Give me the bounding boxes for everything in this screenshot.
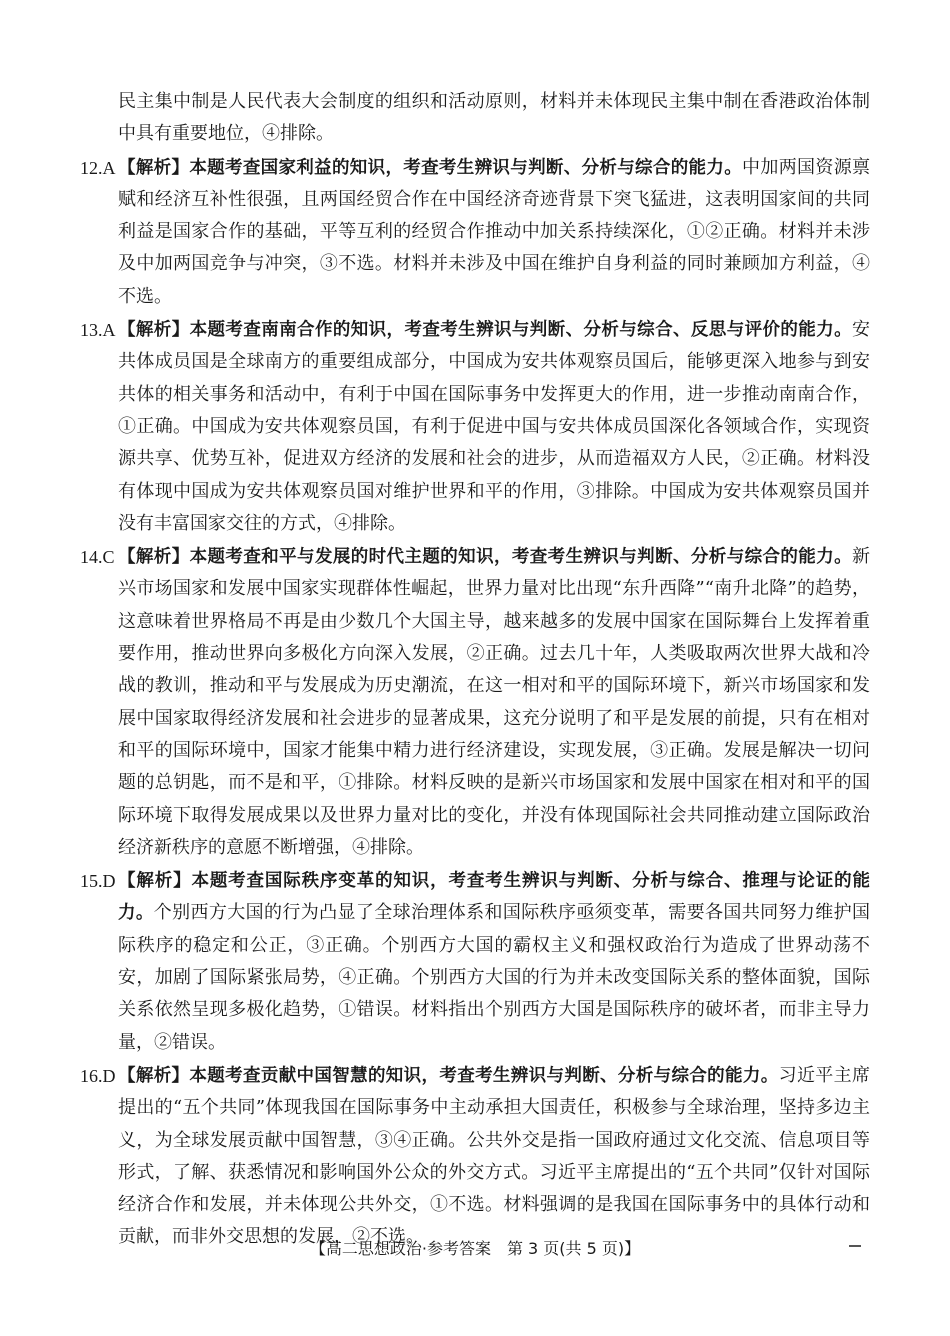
answer-item-15: [80, 865, 870, 1059]
analysis-lead: 本题考查国家利益的知识，考查考生辨识与判断、分析与综合的能力。: [189, 157, 743, 178]
question-number: 16.D: [80, 1065, 116, 1086]
intro-paragraph: 民主集中制是人民代表大会制度的组织和活动原则，材料并未体现民主集中制在香港政治体制中具有重要地位，④排除。: [118, 91, 870, 145]
answer-item-12: [80, 152, 870, 313]
analysis-lead: 本题考查贡献中国智慧的知识，考查考生辨识与判断、分析与综合的能力。: [189, 1065, 779, 1086]
question-number: 12.A: [80, 157, 116, 178]
question-number: 14.C: [80, 547, 115, 568]
analysis-body: 习近平主席提出的“五个共同”体现我国在国际事务中主动承担大国责任，积极参与全球治理，坚持多边主义，为全球发展贡献中国智慧，③④正确。公共外交是指一国政府通过文化交流、信息项目等形式，了解、获悉情况和影响国外公众的外交方式。习近平主席提出的“五个共同”仅针对国际经济合作和发展，并未体现公共外交，①不选。材料强调的是我国在国际事务中的具体行动和贡献，而非外交思想的发展，②不选。: [118, 1064, 871, 1248]
analysis-body: 中加两国资源禀赋和经济互补性很强，且两国经贸合作在中国经济奇迹背景下突飞猛进，这表明国家间的共同利益是国家合作的基础，平等互利的经贸合作推动中加关系持续深化，①②正确。材料并未涉及中加两国竞争与冲突，③不选。材料并未涉及中国在维护自身利益的同时兼顾加方利益，④不选。: [118, 156, 871, 307]
answer-item-16: [80, 1060, 870, 1254]
analysis-tag: 【解析】: [118, 871, 192, 892]
analysis-tag: 【解析】: [118, 157, 190, 178]
analysis-tag: 【解析】: [118, 547, 190, 568]
answer-item-13: [80, 314, 870, 540]
analysis-tag: 【解析】: [118, 1065, 190, 1086]
analysis-body: 个别西方大国的行为凸显了全球治理体系和国际秩序亟须变革，需要各国共同努力维护国际秩序的稳定和公正，③正确。个别西方大国的霸权主义和强权政治行为造成了世界动荡不安，加剧了国际紧张局势，④正确。个别西方大国的行为并未改变国际关系的整体面貌，国际关系依然呈现多极化趋势，①错误。材料指出个别西方大国是国际秩序的破坏者，而非主导力量，②错误。: [118, 902, 870, 1053]
analysis-lead: 本题考查南南合作的知识，考查考生辨识与判断、分析与综合、反思与评价的能力。: [189, 320, 853, 341]
analysis-body: 安共体成员国是全球南方的重要组成部分，中国成为安共体观察员国后，能够更深入地参与到安共体的相关事务和活动中，有利于中国在国际事务中发挥更大的作用，进一步推动南南合作，①正确。中国成为安共体观察员国，有利于促进中国与安共体成员国深化各领域合作，实现资源共享、优势互补，促进双方经济的发展和社会的进步，从而造福双方人民，②正确。材料没有体现中国成为安共体观察员国对维护世界和平的作用，③排除。中国成为安共体观察员国并没有丰富国家交往的方式，④排除。: [118, 319, 871, 534]
answer-item-14: [80, 541, 870, 864]
answer-content: [80, 86, 870, 1255]
page-footer: 【高二思想政治·参考答案 第 3 页(共 5 页)】: [309, 1239, 641, 1258]
analysis-lead: 本题考查国际秩序变革的知识，考查考生辨识与判断、分析与综合、推理与论证的能力。: [118, 871, 871, 924]
corner-mark: [849, 1245, 861, 1247]
analysis-lead: 本题考查和平与发展的时代主题的知识，考查考生辨识与判断、分析与综合的能力。: [189, 547, 853, 568]
analysis-body: 新兴市场国家和发展中国家实现群体性崛起，世界力量对比出现“东升西降”“南升北降”的趋势，这意味着世界格局不再是由少数几个大国主导，越来越多的发展中国家在国际舞台上发挥着重要作用，推动世界向多极化方向深入发展，②正确。过去几十年，人类吸取两次世界大战和冷战的教训，推动和平与发展成为历史潮流，在这一相对和平的国际环境下，新兴市场国家和发展中国家取得经济发展和社会进步的显著成果，这充分说明了和平是发展的前提，只有在相对和平的国际环境中，国家才能集中精力进行经济建设，实现发展，③正确。发展是解决一切问题的总钥匙，而不是和平，①排除。材料反映的是新兴市场国家和发展中国家在相对和平的国际环境下取得发展成果以及世界力量对比的变化，并没有体现国际社会共同推动建立国际政治经济新秩序的意愿不断增强，④排除。: [118, 546, 871, 858]
analysis-tag: 【解析】: [118, 320, 190, 341]
question-number: 13.A: [80, 320, 116, 341]
question-number: 15.D: [80, 871, 116, 892]
